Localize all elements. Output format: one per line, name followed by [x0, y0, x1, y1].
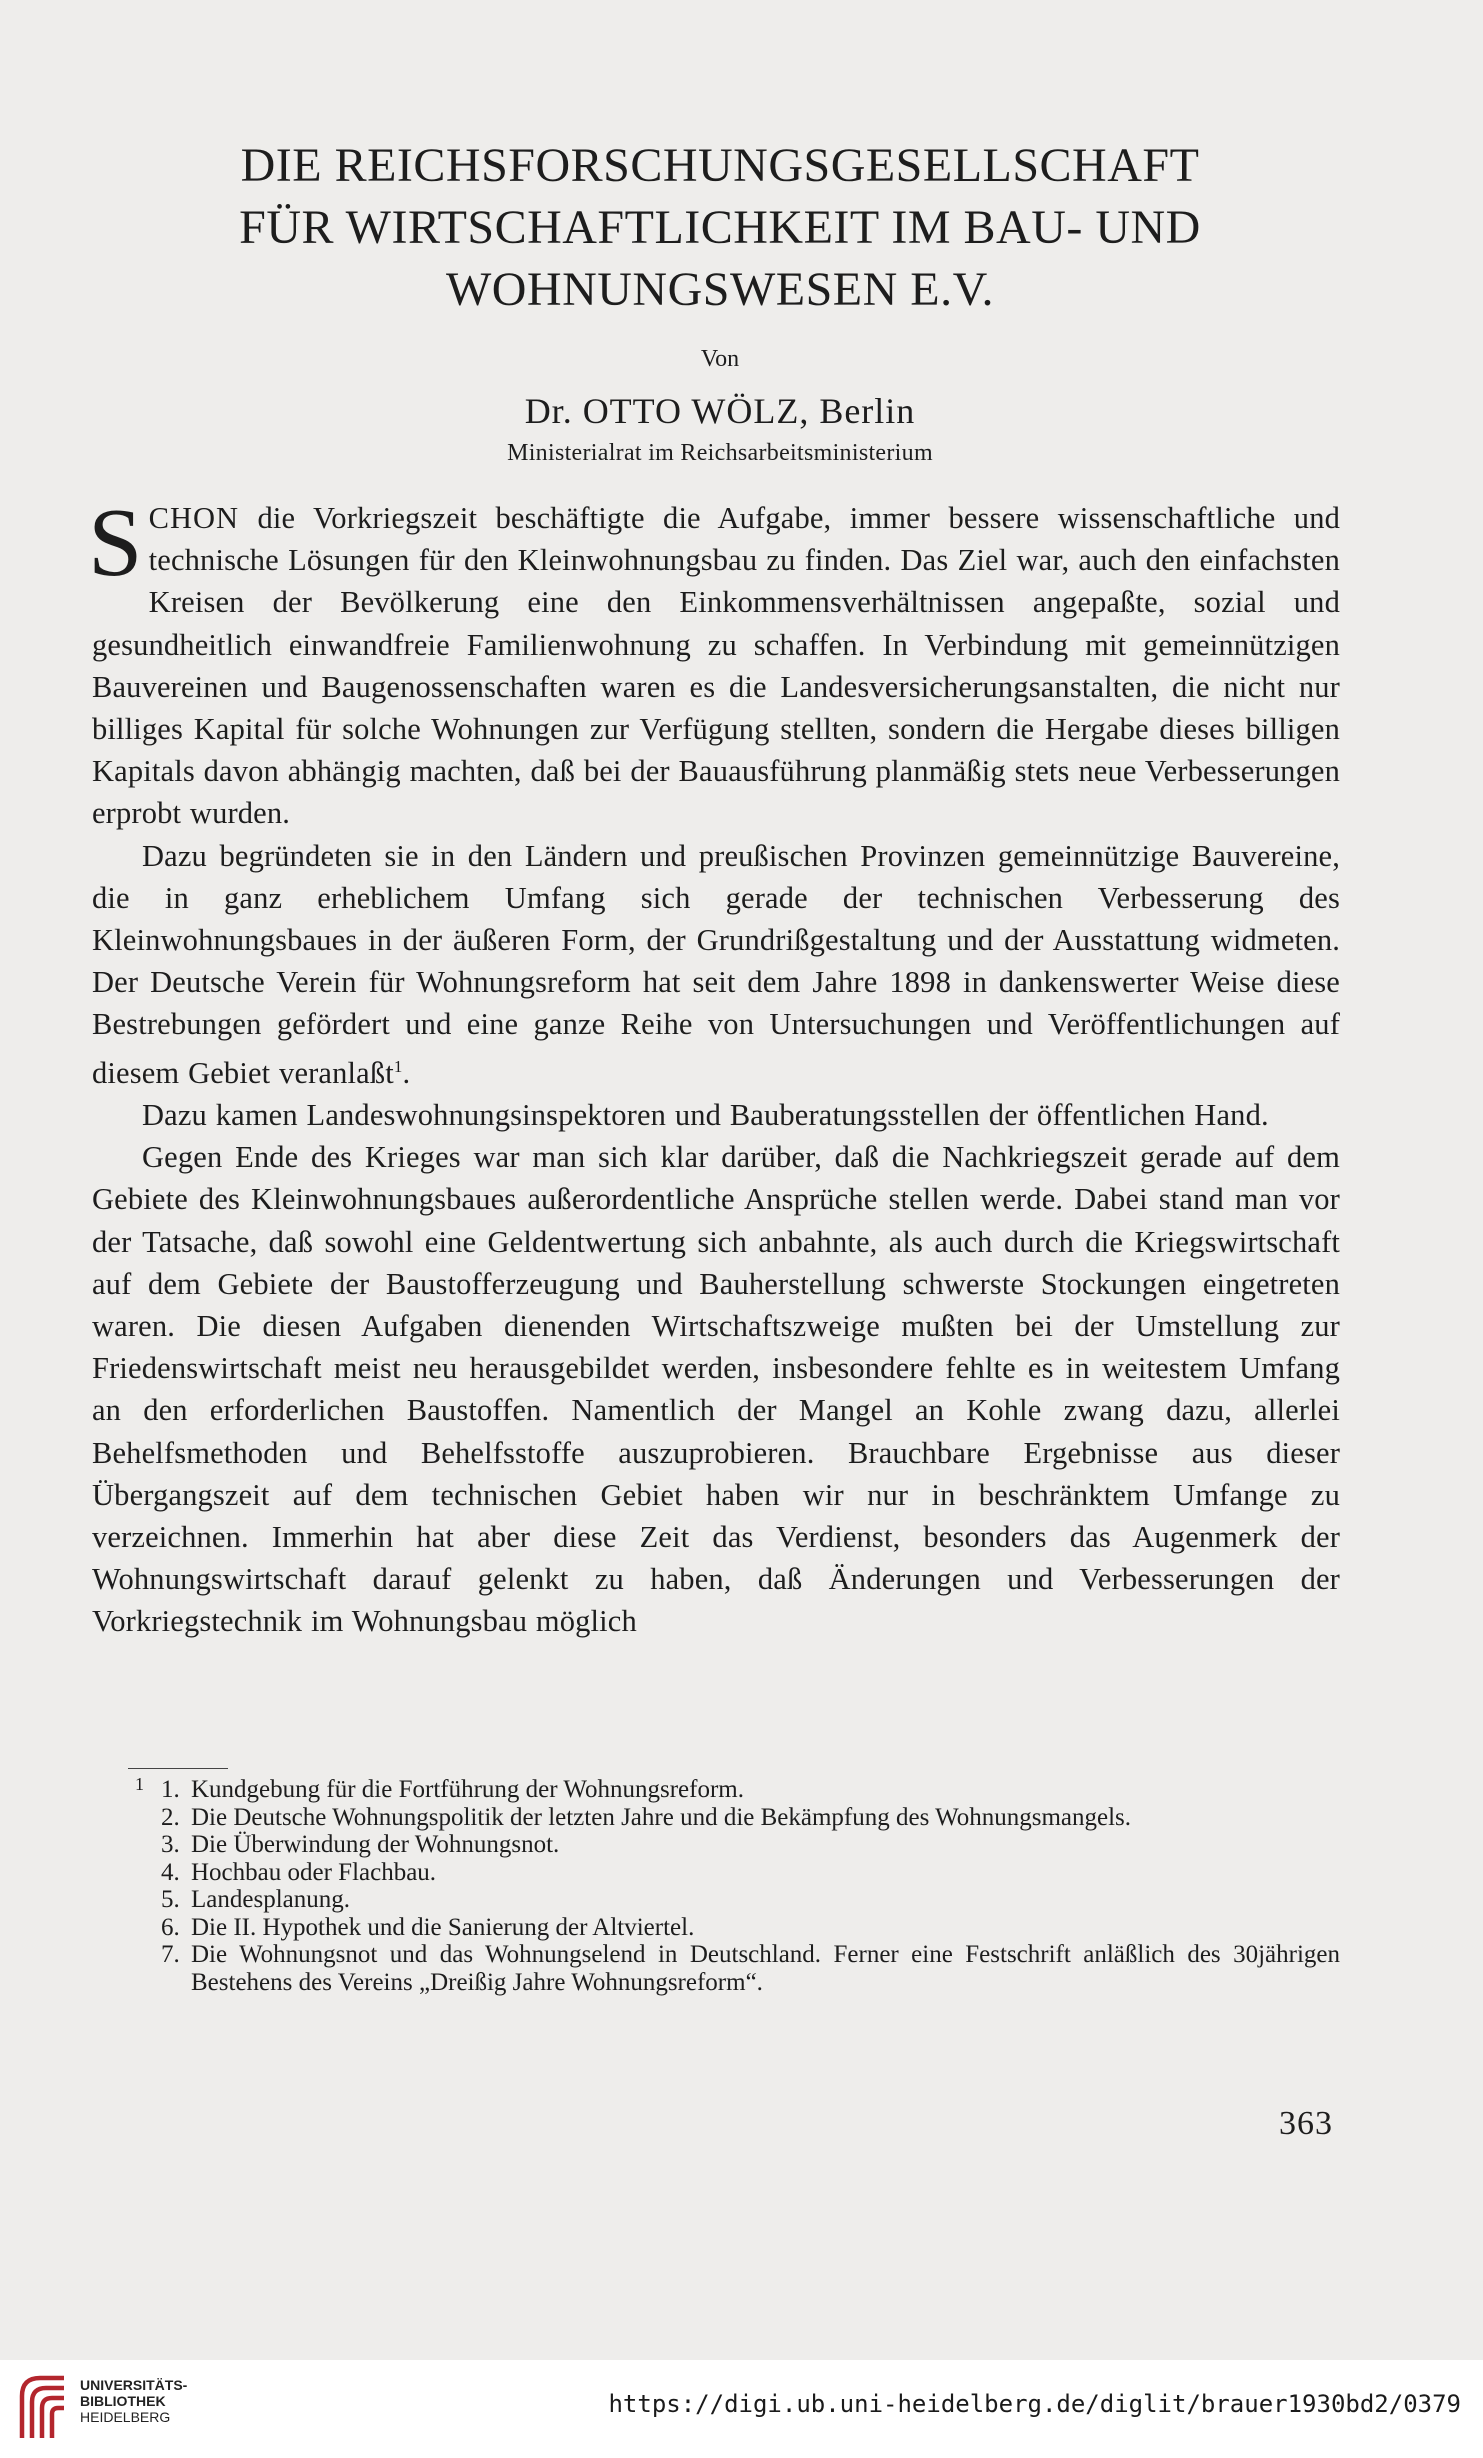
footnote-reference: 1: [393, 1056, 403, 1076]
footnote-item: [135, 1859, 1340, 1887]
footnote-item: [135, 1886, 1340, 1914]
paragraph-2: [92, 835, 1340, 1094]
footnote-text: Die Überwindung der Wohnungsnot.: [191, 1831, 560, 1858]
paragraph-1: [88, 489, 1340, 835]
footnote-text: Die II. Hypothek und die Sanierung der Altviertel.: [191, 1913, 695, 1941]
footnote-text: Die Deutsche Wohnungspolitik der letzten Jahre und die Bekämpfung des Wohnungsmangels.: [191, 1803, 1132, 1831]
footnote-text: Kundgebung für die Fortführung der Wohnungsreform.: [191, 1776, 744, 1803]
paragraph-2-end: .: [402, 1055, 411, 1090]
title-line: FÜR WIRTSCHAFTLICHKEIT IM BAU- UND: [239, 201, 1201, 254]
footnote-number: 6.: [161, 1913, 180, 1941]
footnote-number: 2.: [161, 1803, 180, 1831]
library-line: UNIVERSITÄTS-: [80, 2377, 188, 2393]
footnote-divider: [128, 1768, 228, 1769]
footnote-number: 3.: [161, 1831, 180, 1858]
footnote-item: [135, 1941, 1340, 1996]
byline-role: Ministerialrat im Reichsarbeitsministerium: [507, 440, 933, 466]
footnote-item: [135, 1914, 1340, 1942]
footnote-number: 7.: [161, 1941, 180, 1968]
library-name[interactable]: [80, 2377, 187, 2425]
byline-author: Dr. OTTO WÖLZ, Berlin: [524, 391, 916, 431]
footnote-number: 5.: [161, 1886, 180, 1913]
article-title: [150, 135, 1290, 321]
permalink-url[interactable]: https://digi.ub.uni-heidelberg.de/diglit/brauer1930bd2/0379: [608, 2390, 1461, 2418]
footnote-text: Landesplanung.: [191, 1886, 350, 1913]
library-line: HEIDELBERG: [80, 2409, 171, 2425]
footnote-item: [135, 1831, 1340, 1859]
library-logo-icon[interactable]: [14, 2368, 74, 2444]
footnote-marker: 1: [135, 1774, 144, 1794]
footnote-item: [135, 1776, 1340, 1804]
footnote-text: Hochbau oder Flachbau.: [191, 1858, 437, 1886]
title-line: WOHNUNGSWESEN E.V.: [445, 263, 995, 316]
paragraph-1-text: die Vorkriegszeit beschäftigte die Aufgabe, immer bessere wissenschaftliche und technische Lösungen für den Kleinwohnungsbau zu finden. Das Ziel war, auch den einfachsten Kreisen der Bevölkerung eine den Einkommensverhältnissen angepaßte, sozial und gesundheitlich einwandfreie Familienwohnung zu schaffen. In Verbindung mit gemeinnützigen Bauvereinen und Baugenossenschaften waren es die Landesversicherungsanstalten, die nicht nur billiges Kapital für solche Wohnungen zur Verfügung stellten, sondern die Hergabe dieses billigen Kapitals davon abhängig machten, daß bei der Bauausführung planmäßig stets neue Verbesserungen erprobt wurden.: [92, 501, 1340, 831]
drop-cap: S: [88, 489, 143, 597]
paragraph-4: Gegen Ende des Krieges war man sich klar darüber, daß die Nachkriegszeit gerade auf dem Gebiete des Kleinwohnungsbaues außerordentliche Ansprüche stellen werde. Dabei stand man vor der Tatsache, daß sowohl eine Geldentwertung sich anbahnte, als auch durch die Kriegswirtschaft auf dem Gebiete der Baustofferzeugung und Bauherstellung schwerste Stockungen eingetreten waren. Die diesen Aufgaben dienenden Wirtschaftszweige mußten bei der Umstellung zur Friedenswirtschaft meist neu herausgebildet werden, insbesondere fehlte es in weitestem Umfang an den erforderlichen Baustoffen. Namentlich der Mangel an Kohle zwang dazu, allerlei Behelfsmethoden und Behelfsstoffe auszuprobieren. Brauchbare Ergebnisse aus dieser Übergangszeit auf dem technischen Gebiet haben wir nur in beschränktem Umfange zu verzeichnen. Immerhin hat aber diese Zeit das Verdienst, besonders das Augenmerk der Wohnungswirtschaft darauf gelenkt zu haben, daß Änderungen und Verbesserungen der Vorkriegstechnik im Wohnungsbau möglich: [92, 1140, 1340, 1639]
page-number: 363: [1279, 2105, 1333, 2142]
byline-von: Von: [700, 346, 740, 372]
article-body: [88, 489, 1340, 1643]
footnote-item: [135, 1804, 1340, 1832]
footnote-number: 4.: [161, 1858, 180, 1886]
paragraph-3: Dazu kamen Landeswohnungsinspektoren und Bauberatungsstellen der öffentlichen Hand.: [142, 1098, 1269, 1132]
footnote-text: Die Wohnungsnot und das Wohnungselend in Deutschland. Ferner eine Festschrift anläßlich des 30jährigen Bestehens des Vereins „Dreißig Jahre Wohnungsreform“.: [191, 1941, 1340, 1996]
title-line: DIE REICHSFORSCHUNGSGESELLSCHAFT: [240, 139, 1200, 192]
paragraph-2-text: Dazu begründeten sie in den Ländern und preußischen Provinzen gemeinnützige Bauvereine, die in ganz erheblichem Umfang sich gerade der technischen Verbesserung des Kleinwohnungsbaues in der äußeren Form, der Grundrißgestaltung und der Ausstattung widmeten. Der Deutsche Verein für Wohnungsreform hat seit dem Jahre 1898 in dankenswerter Weise diese Bestrebungen gefördert und eine ganze Reihe von Untersuchungen und Veröffentlichungen auf diesem Gebiet veranlaßt: [92, 838, 1340, 1090]
footnote-number: 1.: [161, 1776, 180, 1803]
footnotes: [135, 1776, 1340, 1996]
library-line: BIBLIOTHEK: [80, 2393, 166, 2409]
lead-word: CHON: [148, 501, 240, 535]
